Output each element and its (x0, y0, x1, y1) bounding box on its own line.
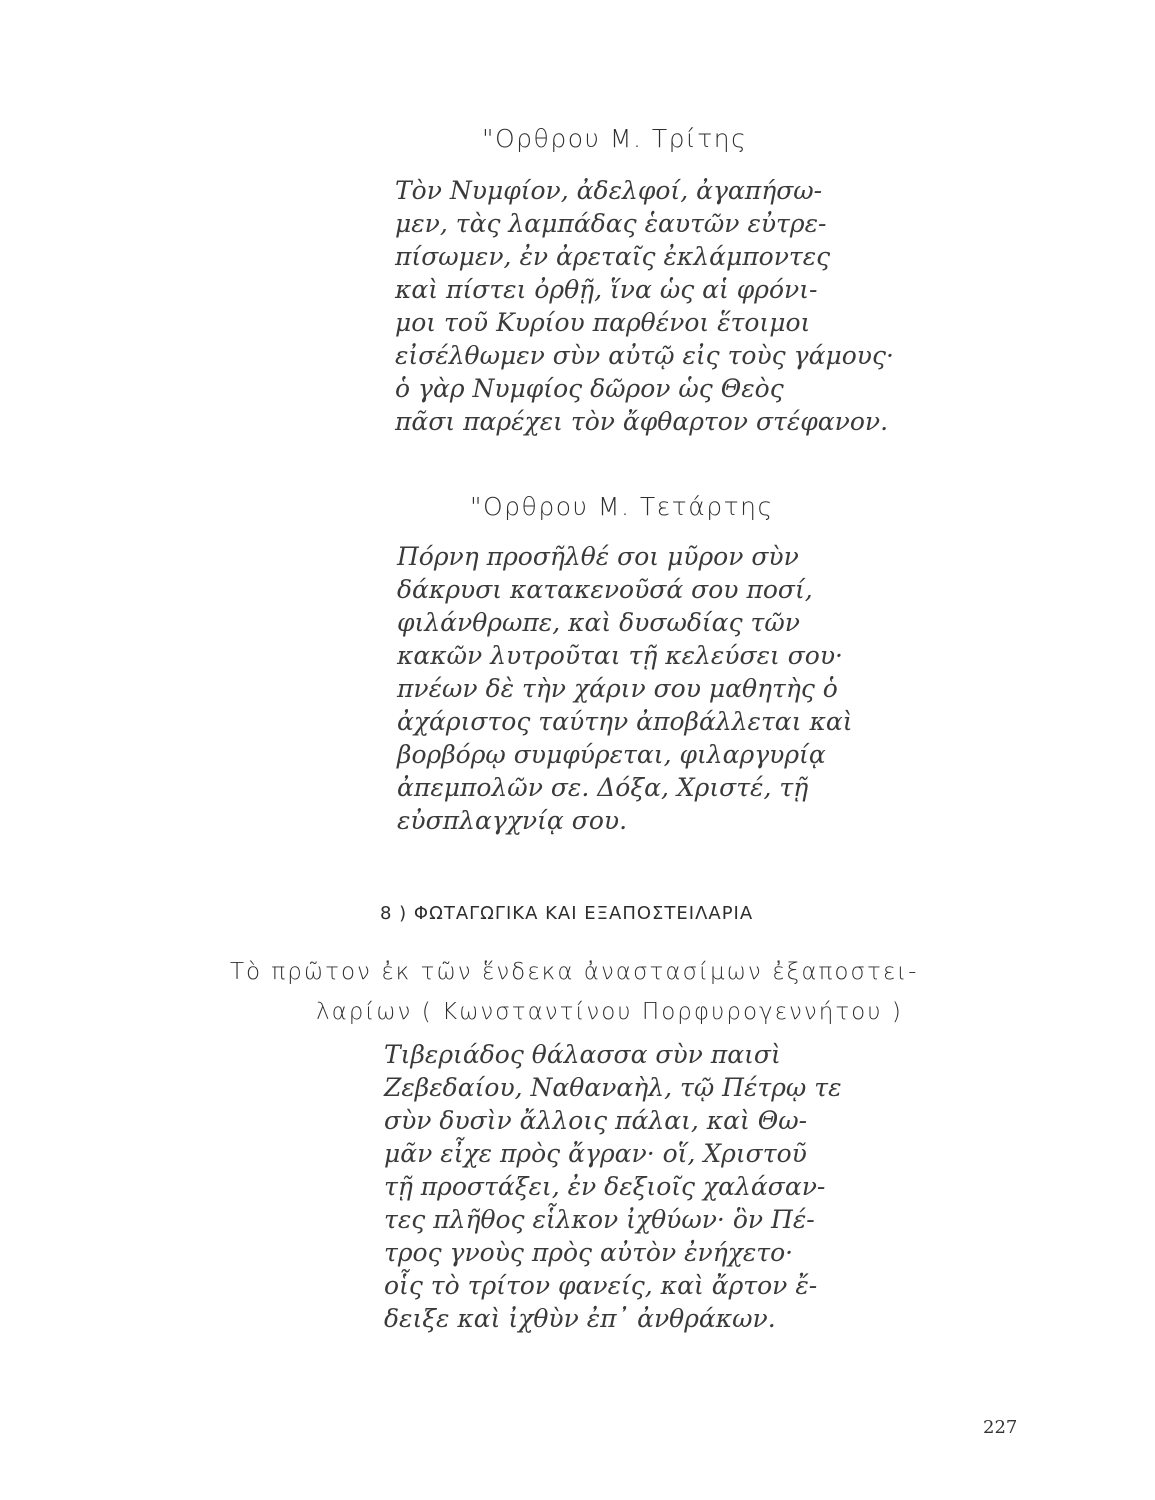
subheading-exaposteilaria (230, 952, 918, 1032)
hymn-exaposteilarion (384, 1038, 842, 1335)
subheading-line: λαρίων ( Κωνσταντίνου Πορφυρογεννήτου ) (316, 999, 903, 1025)
hymn-line: κακῶν λυτροῦται τῇ κελεύσει σου· (397, 641, 843, 670)
section-title-fotagogika: 8 ) ΦΩΤΑΓΩΓΙΚΑ ΚΑΙ ΕΞΑΠΟΣΤΕΙΛΑΡΙΑ (380, 903, 754, 924)
hymn-line: οἷς τὸ τρίτον φανείς, καὶ ἄρτον ἔ- (384, 1271, 818, 1300)
hymn-line: ἀπεμπολῶν σε. Δόξα, Χριστέ, τῇ (397, 773, 809, 802)
hymn-line: πᾶσι παρέχει τὸν ἄφθαρτον στέφανον. (395, 407, 889, 436)
hymn-orthrou-tetartis (397, 540, 853, 837)
page-number: 227 (983, 1417, 1018, 1438)
hymn-line: εἰσέλθωμεν σὺν αὐτῷ εἰς τοὺς γάμους· (395, 341, 894, 370)
hymn-orthrou-triti (395, 174, 894, 438)
hymn-line: τες πλῆθος εἷλκον ἰχθύων· ὃν Πέ- (384, 1205, 815, 1234)
hymn-line: μοι τοῦ Κυρίου παρθένοι ἕτοιμοι (395, 308, 811, 337)
hymn-line: ἀχάριστος ταύτην ἀποβάλλεται καὶ (397, 707, 853, 736)
hymn-line: Πόρνη προσῆλθέ σοι μῦρον σὺν (397, 542, 799, 571)
subheading-line: Τὸ πρῶτον ἐκ τῶν ἕνδεκα ἀναστασίμων ἐξαποστει- (230, 959, 919, 985)
hymn-line: τρος γνοὺς πρὸς αὐτὸν ἐνήχετο· (384, 1238, 794, 1267)
hymn-line: σὺν δυσὶν ἄλλοις πάλαι, καὶ Θω- (384, 1106, 808, 1135)
hymn-line: μεν, τὰς λαμπάδας ἑαυτῶν εὐτρε- (395, 209, 827, 238)
hymn-line: πνέων δὲ τὴν χάριν σου μαθητὴς ὁ (397, 674, 838, 703)
heading-orthrou-triti: "Ορθρου Μ. Τρίτης (482, 124, 748, 153)
hymn-line: πίσωμεν, ἐν ἀρεταῖς ἐκλάμποντες (395, 242, 831, 271)
hymn-line: τῇ προστάξει, ἐν δεξιοῖς χαλάσαν- (384, 1172, 826, 1201)
hymn-line: μᾶν εἶχε πρὸς ἄγραν· οἵ, Χριστοῦ (384, 1139, 807, 1168)
hymn-line: ὁ γὰρ Νυμφίος δῶρον ὡς Θεὸς (395, 374, 784, 403)
heading-orthrou-tetartis: "Ορθρου Μ. Τετάρτης (470, 492, 774, 521)
hymn-line: Τὸν Νυμφίον, ἀδελφοί, ἀγαπήσω- (395, 176, 823, 205)
hymn-line: Ζεβεδαίου, Ναθαναὴλ, τῷ Πέτρῳ τε (384, 1073, 842, 1102)
hymn-line: βορβόρῳ συμφύρεται, φιλαργυρίᾳ (397, 740, 826, 769)
hymn-line: εὐσπλαγχνίᾳ σου. (397, 806, 628, 835)
hymn-line: δειξε καὶ ἰχθὺν ἐπ᾽ ἀνθράκων. (384, 1304, 776, 1333)
hymn-line: φιλάνθρωπε, καὶ δυσωδίας τῶν (397, 608, 800, 637)
hymn-line: καὶ πίστει ὀρθῇ, ἵνα ὡς αἱ φρόνι- (395, 275, 818, 304)
hymn-line: Τιβεριάδος θάλασσα σὺν παισὶ (384, 1040, 781, 1069)
hymn-line: δάκρυσι κατακενοῦσά σου ποσί, (397, 575, 813, 604)
